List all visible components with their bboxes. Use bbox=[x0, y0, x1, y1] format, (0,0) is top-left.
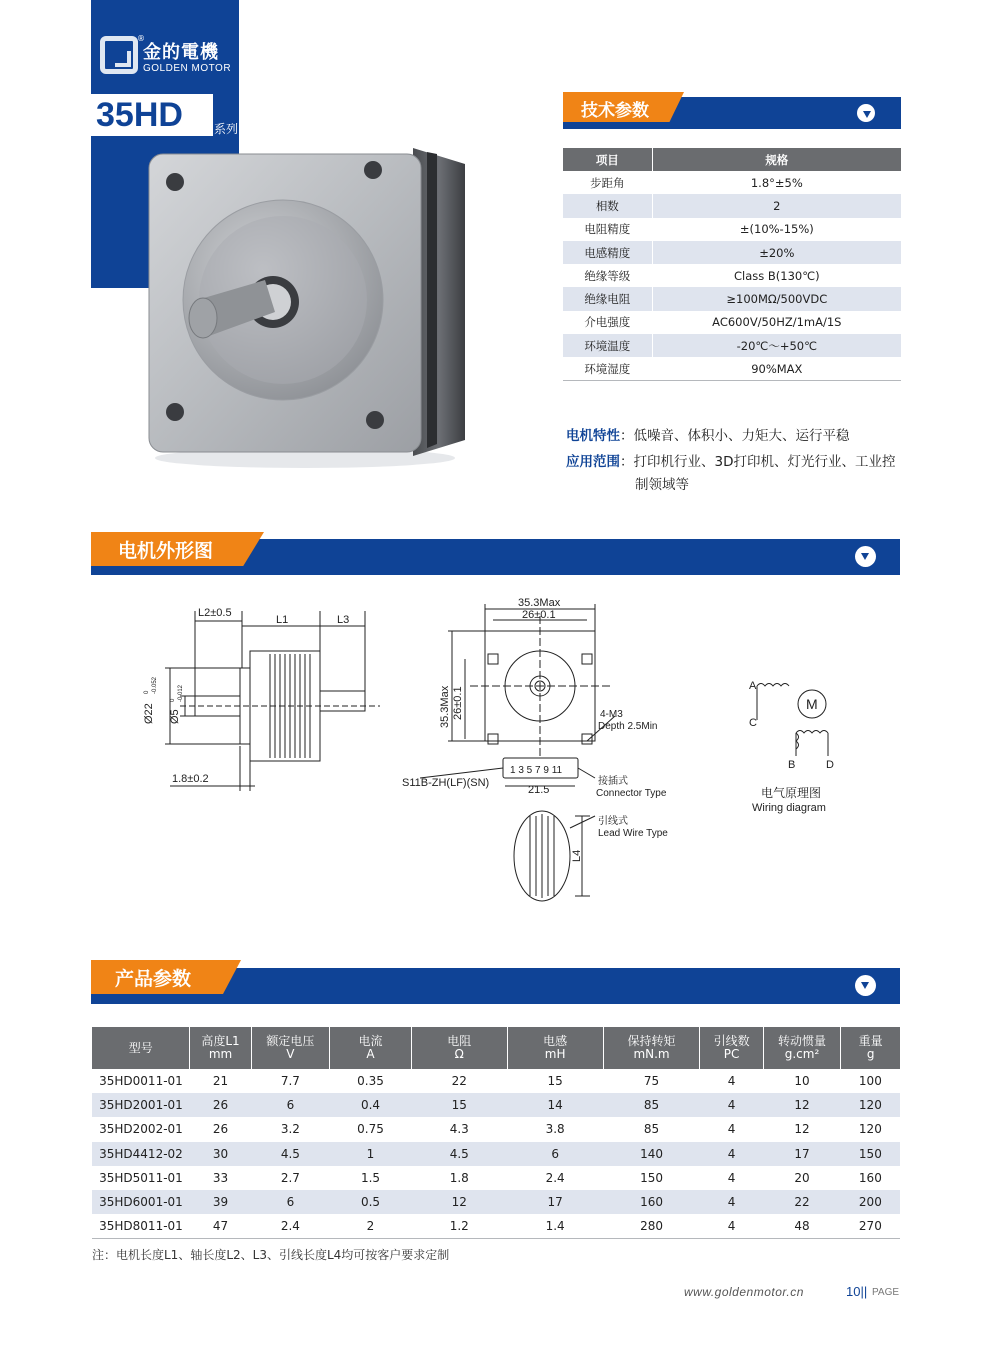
product-value-cell: 2.4 bbox=[251, 1214, 330, 1238]
col-voltage: 额定电压 V bbox=[251, 1027, 330, 1069]
product-value-cell: 39 bbox=[190, 1190, 251, 1214]
product-value-cell: 17 bbox=[507, 1190, 603, 1214]
dim-dia22-tol-top: 0 bbox=[144, 690, 150, 694]
connector-model: S11B-ZH(LF)(SN) bbox=[402, 777, 490, 789]
product-value-cell: 0.5 bbox=[330, 1190, 412, 1214]
wire-a: A bbox=[749, 680, 757, 692]
dim-l2: L2±0.5 bbox=[198, 607, 232, 619]
dim-l3: L3 bbox=[337, 614, 350, 626]
product-value-cell: 15 bbox=[411, 1093, 507, 1117]
features-sep: ： bbox=[620, 428, 634, 444]
product-value-cell: 4.3 bbox=[449, 1122, 469, 1137]
spec-value: 90%MAX bbox=[652, 357, 901, 380]
scope-key: 应用范围 bbox=[566, 454, 620, 470]
scope-value-line2: 制领域等 bbox=[635, 477, 689, 493]
col-height: 高度L1 mm bbox=[190, 1027, 251, 1069]
product-value-cell: 6 bbox=[251, 1093, 330, 1117]
product-value-cell: 1 bbox=[330, 1142, 412, 1166]
wire-c: C bbox=[749, 717, 757, 729]
product-value-cell: 270 bbox=[841, 1214, 900, 1238]
dim-dia5-tol-top: 0 bbox=[170, 698, 176, 702]
product-value-cell: 4 bbox=[727, 1074, 736, 1089]
motor-symbol-m: M bbox=[806, 696, 818, 712]
dim-dia5-tol-bot: -0.012 bbox=[178, 684, 184, 702]
scope-value-line1: 打印机行业、3D打印机、灯光行业、工业控 bbox=[633, 454, 896, 470]
spec-value: ±(10%-15%) bbox=[739, 222, 814, 237]
col-inertia: 转动惯量 g.cm² bbox=[763, 1027, 841, 1069]
product-model-cell: 35HD0011-01 bbox=[99, 1074, 183, 1089]
product-value-cell: 7.7 bbox=[280, 1074, 300, 1089]
spec-row bbox=[563, 287, 901, 310]
product-value-cell: 22 bbox=[763, 1190, 841, 1214]
connector-type-cn: 接插式 bbox=[598, 776, 628, 787]
spec-value: ≥100MΩ/500VDC bbox=[652, 287, 901, 310]
dim-connector-width: 21.5 bbox=[528, 784, 550, 796]
connector-type-en: Connector Type bbox=[596, 788, 667, 799]
product-value-cell: 0.35 bbox=[357, 1074, 384, 1089]
product-section-title: 产品参数 bbox=[115, 968, 192, 990]
product-header-row bbox=[92, 1027, 900, 1069]
dim-max-width: 35.3Max bbox=[518, 597, 561, 609]
product-value-cell: 21 bbox=[212, 1074, 229, 1089]
product-value-cell: 0.4 bbox=[330, 1093, 412, 1117]
dim-l4: L4 bbox=[571, 849, 583, 862]
spec-item: 环境温度 bbox=[563, 334, 652, 357]
brand-name-cn: 金的電機 bbox=[143, 42, 219, 63]
col-holding-torque: 保持转矩 mN.m bbox=[603, 1027, 700, 1069]
product-value-cell: 150 bbox=[841, 1142, 900, 1166]
product-value-cell: 4.5 bbox=[411, 1142, 507, 1166]
product-value-cell: 160 bbox=[603, 1190, 700, 1214]
product-value-cell: 280 bbox=[603, 1214, 700, 1238]
spec-item: 电阻精度 bbox=[563, 218, 652, 241]
product-value-cell: 1.2 bbox=[411, 1214, 507, 1238]
outline-section-down-icon bbox=[855, 546, 876, 567]
dim-depth: Depth 2.5Min bbox=[598, 721, 658, 732]
product-value-cell: 4 bbox=[700, 1214, 763, 1238]
spec-row bbox=[563, 357, 901, 380]
spec-row bbox=[563, 241, 901, 264]
wiring-diagram-en: Wiring diagram bbox=[752, 802, 826, 814]
product-row bbox=[92, 1166, 900, 1190]
product-row bbox=[92, 1190, 900, 1214]
product-value-cell: 75 bbox=[643, 1074, 660, 1089]
product-value-cell: 120 bbox=[841, 1093, 900, 1117]
product-value-cell: 85 bbox=[643, 1122, 660, 1137]
application-scope bbox=[566, 451, 906, 497]
spec-item: 绝缘电阻 bbox=[563, 287, 652, 310]
product-value-cell: 140 bbox=[603, 1142, 700, 1166]
spec-row bbox=[563, 264, 901, 287]
spec-value: -20℃～+50℃ bbox=[652, 334, 901, 357]
product-value-cell: 12 bbox=[794, 1122, 810, 1137]
product-value-cell: 26 bbox=[212, 1122, 229, 1137]
product-value-cell: 100 bbox=[858, 1074, 882, 1089]
spec-row bbox=[563, 171, 901, 194]
page-label: PAGE bbox=[872, 1287, 900, 1298]
product-value-cell: 47 bbox=[190, 1214, 251, 1238]
product-row bbox=[92, 1093, 900, 1117]
product-model-cell: 35HD8011-01 bbox=[92, 1214, 190, 1238]
col-inductance: 电感 mH bbox=[507, 1027, 603, 1069]
product-value-cell: 48 bbox=[763, 1214, 841, 1238]
product-value-cell: 12 bbox=[763, 1093, 841, 1117]
product-value-cell: 160 bbox=[858, 1170, 882, 1185]
scope-sep: ： bbox=[620, 454, 634, 470]
product-value-cell: 15 bbox=[547, 1074, 563, 1089]
spec-row bbox=[563, 218, 901, 241]
outline-section-title: 电机外形图 bbox=[118, 540, 214, 562]
spec-header-item: 项目 bbox=[563, 148, 652, 171]
motor-photo bbox=[145, 140, 485, 470]
product-value-cell: 4 bbox=[727, 1122, 736, 1137]
product-row bbox=[92, 1069, 900, 1093]
product-value-cell: 0.75 bbox=[357, 1122, 384, 1137]
spec-item: 步距角 bbox=[563, 171, 652, 194]
product-value-cell: 33 bbox=[212, 1170, 229, 1185]
product-model-cell: 35HD2001-01 bbox=[92, 1093, 190, 1117]
product-value-cell: 6 bbox=[251, 1190, 330, 1214]
dim-flange: 1.8±0.2 bbox=[172, 773, 209, 785]
product-value-cell: 150 bbox=[640, 1170, 663, 1185]
lead-type-en: Lead Wire Type bbox=[598, 828, 668, 839]
product-row bbox=[92, 1214, 900, 1238]
spec-row bbox=[563, 334, 901, 357]
spec-value: AC600V/50HZ/1mA/1S bbox=[712, 315, 842, 330]
outline-drawing bbox=[120, 596, 880, 916]
spec-row bbox=[563, 194, 901, 217]
dim-hole-width: 26±0.1 bbox=[522, 609, 556, 621]
product-value-cell: 14 bbox=[507, 1093, 603, 1117]
customization-note: 注：电机长度L1、轴长度L2、L3、引线长度L4均可按客户要求定制 bbox=[92, 1248, 450, 1262]
motor-features bbox=[566, 425, 850, 448]
product-value-cell: 1.5 bbox=[360, 1170, 381, 1185]
product-value-cell: 22 bbox=[451, 1074, 467, 1089]
product-row bbox=[92, 1142, 900, 1166]
product-model-cell: 35HD6001-01 bbox=[92, 1190, 190, 1214]
spec-value: Class B(130℃) bbox=[734, 268, 820, 283]
product-value-cell: 1.8 bbox=[449, 1170, 469, 1185]
features-key: 电机特性 bbox=[566, 428, 620, 444]
col-leads: 引线数 PC bbox=[700, 1027, 763, 1069]
dim-m3: 4-M3 bbox=[600, 709, 623, 720]
product-value-cell: 4 bbox=[700, 1190, 763, 1214]
tech-section-title: 技术参数 bbox=[581, 101, 649, 121]
product-value-cell: 4 bbox=[700, 1142, 763, 1166]
product-value-cell: 2.4 bbox=[545, 1170, 565, 1185]
connector-pins: 1 3 5 7 9 11 bbox=[510, 765, 563, 776]
product-value-cell: 17 bbox=[763, 1142, 841, 1166]
dim-dia22-tol-bot: -0.052 bbox=[152, 676, 158, 694]
spec-value: 2 bbox=[652, 194, 901, 217]
features-value: 低噪音、体积小、力矩大、运行平稳 bbox=[633, 428, 850, 444]
product-value-cell: 20 bbox=[794, 1170, 810, 1185]
wire-d: D bbox=[826, 759, 834, 771]
golden-motor-logo-icon bbox=[100, 36, 138, 74]
spec-row bbox=[563, 311, 901, 334]
product-value-cell: 12 bbox=[411, 1190, 507, 1214]
product-value-cell: 30 bbox=[190, 1142, 251, 1166]
product-params-table bbox=[92, 1027, 900, 1239]
website-link[interactable]: www.goldenmotor.cn bbox=[684, 1285, 804, 1299]
product-value-cell: 4 bbox=[700, 1093, 763, 1117]
model-title: 35HD bbox=[96, 96, 183, 134]
page-number: 10|| bbox=[846, 1284, 868, 1299]
spec-item: 环境湿度 bbox=[563, 357, 652, 380]
brand-name-en: GOLDEN MOTOR bbox=[143, 63, 232, 74]
product-section-down-icon bbox=[855, 975, 876, 996]
product-row bbox=[92, 1117, 900, 1141]
product-value-cell: 26 bbox=[190, 1093, 251, 1117]
registered-mark: ® bbox=[137, 34, 145, 43]
product-value-cell: 4 bbox=[727, 1170, 736, 1185]
spec-item: 绝缘等级 bbox=[563, 264, 652, 287]
tech-spec-table bbox=[563, 148, 901, 381]
product-value-cell: 120 bbox=[858, 1122, 882, 1137]
lead-type-cn: 引线式 bbox=[598, 816, 628, 827]
spec-value: 1.8°±5% bbox=[750, 175, 803, 190]
spec-item: 介电强度 bbox=[563, 311, 652, 334]
product-value-cell: 2 bbox=[330, 1214, 412, 1238]
spec-item: 相数 bbox=[563, 194, 652, 217]
dim-l1: L1 bbox=[276, 614, 289, 626]
col-current: 电流 A bbox=[330, 1027, 412, 1069]
product-value-cell: 1.4 bbox=[507, 1214, 603, 1238]
product-value-cell: 3.2 bbox=[280, 1122, 300, 1137]
product-model-cell: 35HD2002-01 bbox=[99, 1122, 183, 1137]
product-model-cell: 35HD5011-01 bbox=[99, 1170, 183, 1185]
col-resistance: 电阻 Ω bbox=[411, 1027, 507, 1069]
col-weight: 重量 g bbox=[841, 1027, 900, 1069]
dim-dia22: Ø22 bbox=[143, 703, 155, 724]
dim-hole-height: 26±0.1 bbox=[452, 686, 464, 720]
product-value-cell: 200 bbox=[841, 1190, 900, 1214]
dim-max-height: 35.3Max bbox=[439, 685, 451, 728]
spec-item: 电感精度 bbox=[563, 241, 652, 264]
spec-header-value: 规格 bbox=[652, 148, 901, 171]
product-value-cell: 2.7 bbox=[280, 1170, 300, 1185]
spec-value: ±20% bbox=[652, 241, 901, 264]
wiring-diagram-cn: 电气原理图 bbox=[761, 786, 822, 800]
product-value-cell: 85 bbox=[603, 1093, 700, 1117]
product-value-cell: 3.8 bbox=[545, 1122, 565, 1137]
product-value-cell: 6 bbox=[507, 1142, 603, 1166]
wire-b: B bbox=[788, 759, 796, 771]
col-model: 型号 bbox=[92, 1027, 190, 1069]
product-value-cell: 4.5 bbox=[251, 1142, 330, 1166]
product-value-cell: 10 bbox=[794, 1074, 810, 1089]
tech-section-down-icon bbox=[857, 104, 875, 122]
model-series-suffix: 系列 bbox=[214, 122, 239, 136]
dim-dia5: Ø5 bbox=[169, 709, 181, 724]
product-model-cell: 35HD4412-02 bbox=[92, 1142, 190, 1166]
